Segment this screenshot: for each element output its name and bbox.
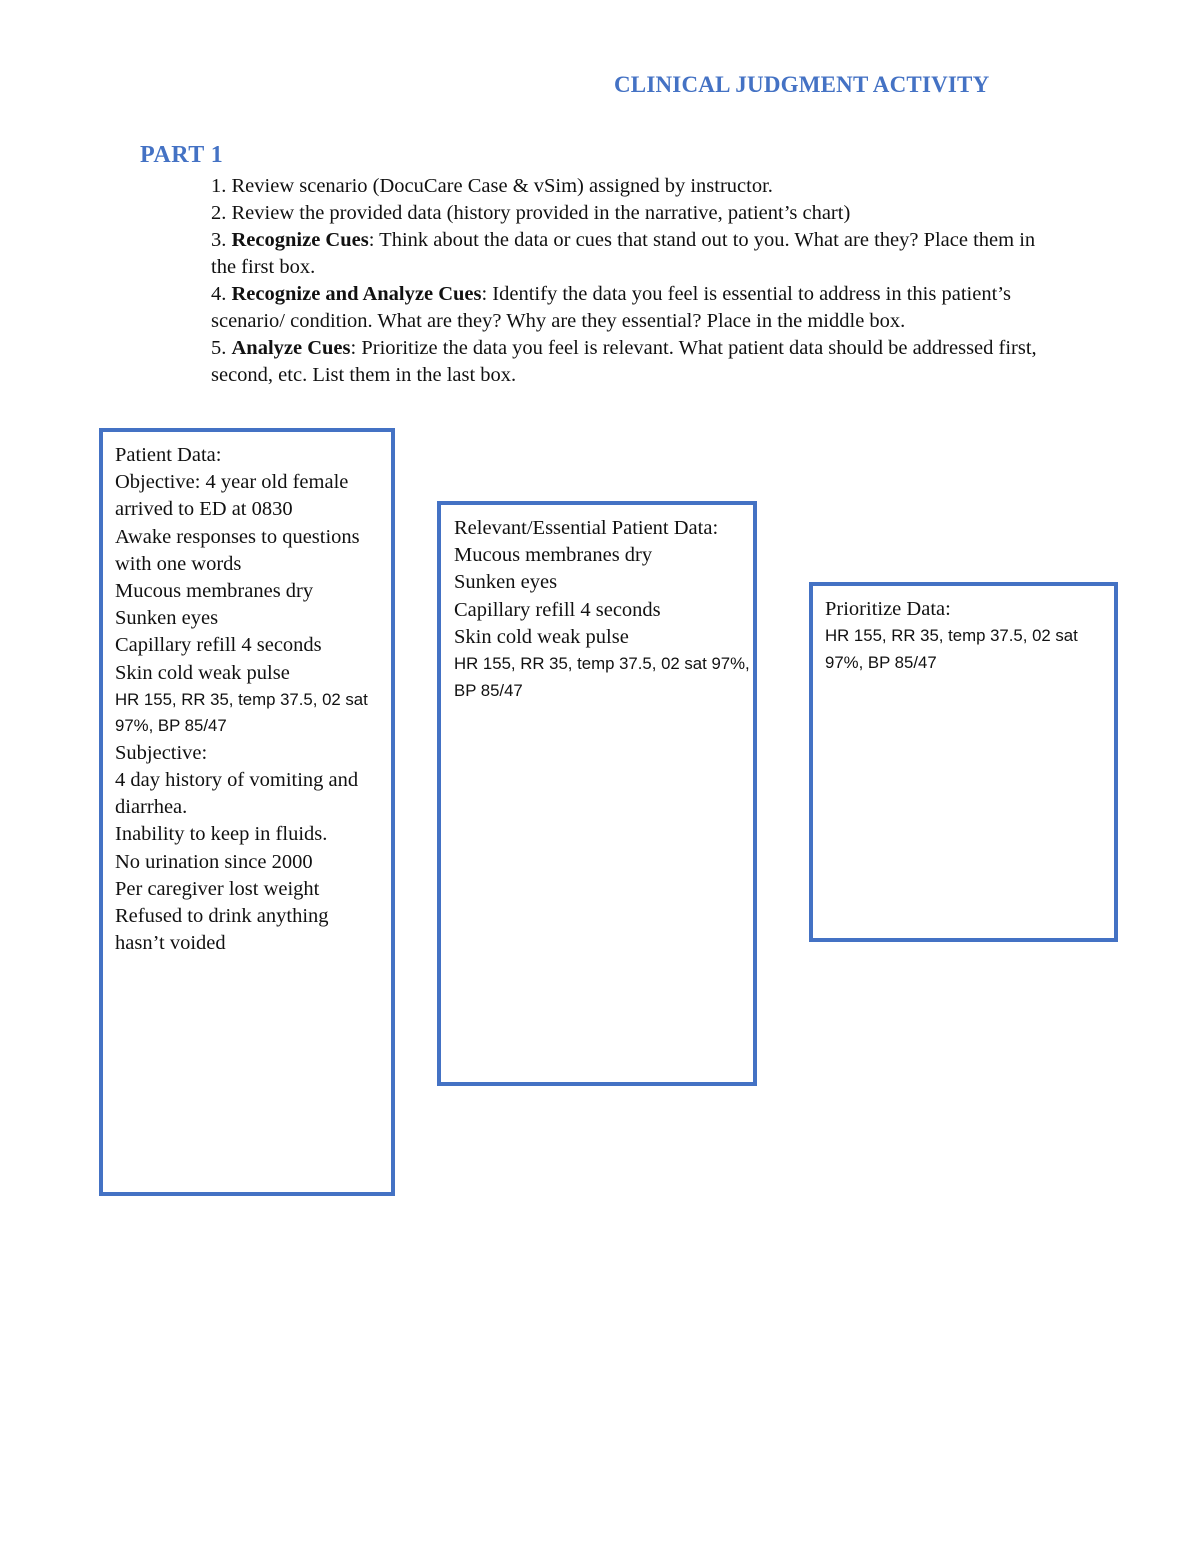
instruction-item [211,227,1061,281]
patient-data-box [99,428,395,1196]
part-heading: PART 1 [140,142,224,168]
vital-signs-text: HR 155, RR 35, temp 37.5, 02 sat 97%, BP 85/47 [115,689,368,736]
list-item: Refused to drink anything hasn’t voided [115,905,329,955]
instruction-text: : Think about the data or cues that stand out to you. What are they? Place them in the first box. [211,229,1036,278]
vital-signs-text: HR 155, RR 35, temp 37.5, 02 sat 97%, BP 85/47 [454,654,750,700]
instruction-item [211,335,1061,389]
prioritize-data-box [809,582,1118,942]
instruction-item [211,173,1061,200]
list-item: Mucous membranes dry [454,544,653,567]
box-heading: Relevant/Essential Patient Data: [454,517,719,539]
list-item: Capillary refill 4 seconds [454,598,661,621]
instruction-number: 3. [211,229,232,251]
instruction-text: : Identify the data you feel is essential to address in this patient’s scenario/ condition. What are they? Why are they essential? Place in the middle box. [211,283,1011,332]
instruction-number: 1. [211,175,232,197]
instruction-list [211,173,1061,389]
instruction-text: : Prioritize the data you feel is relevant. What patient data should be addressed first, second, etc. List them in the last box. [211,337,1037,386]
relevant-data-content [454,515,754,704]
list-item: Capillary refill 4 seconds [115,634,322,657]
instruction-number: 5. [211,337,232,359]
instruction-text: Review the provided data (history provided in the narrative, patient’s chart) [231,202,851,224]
list-item: Sunken eyes [115,607,219,630]
objective-text: Objective: 4 year old female arrived to ED at 0830 [115,471,349,521]
list-item: Inability to keep in fluids. [115,823,328,846]
list-item: Awake responses to questions with one words [115,525,360,575]
instruction-emphasis: Recognize and Analyze Cues [231,283,482,305]
instruction-number: 2. [211,202,232,224]
instruction-item [211,200,1061,227]
instruction-emphasis: Recognize Cues [231,229,369,251]
subjective-label: Subjective: [115,741,208,764]
list-item: Skin cold weak pulse [454,625,629,648]
patient-data-content [115,442,383,957]
box-heading: Patient Data: [115,444,222,466]
list-item: Mucous membranes dry [115,580,314,603]
list-item: Skin cold weak pulse [115,661,290,684]
box-heading: Prioritize Data: [825,598,951,620]
vital-signs-text: HR 155, RR 35, temp 37.5, 02 sat 97%, BP 85/47 [825,626,1078,672]
instruction-text: Review scenario (DocuCare Case & vSim) assigned by instructor. [231,175,773,197]
document-title: CLINICAL JUDGMENT ACTIVITY [614,72,990,97]
list-item: Per caregiver lost weight [115,877,320,900]
relevant-data-box [437,501,757,1086]
list-item: Sunken eyes [454,571,558,594]
instruction-number: 4. [211,283,232,305]
instruction-item [211,281,1061,335]
list-item: No urination since 2000 [115,850,313,873]
instruction-emphasis: Analyze Cues [231,337,351,359]
prioritize-data-content [825,596,1115,676]
list-item: 4 day history of vomiting and diarrhea. [115,769,359,819]
